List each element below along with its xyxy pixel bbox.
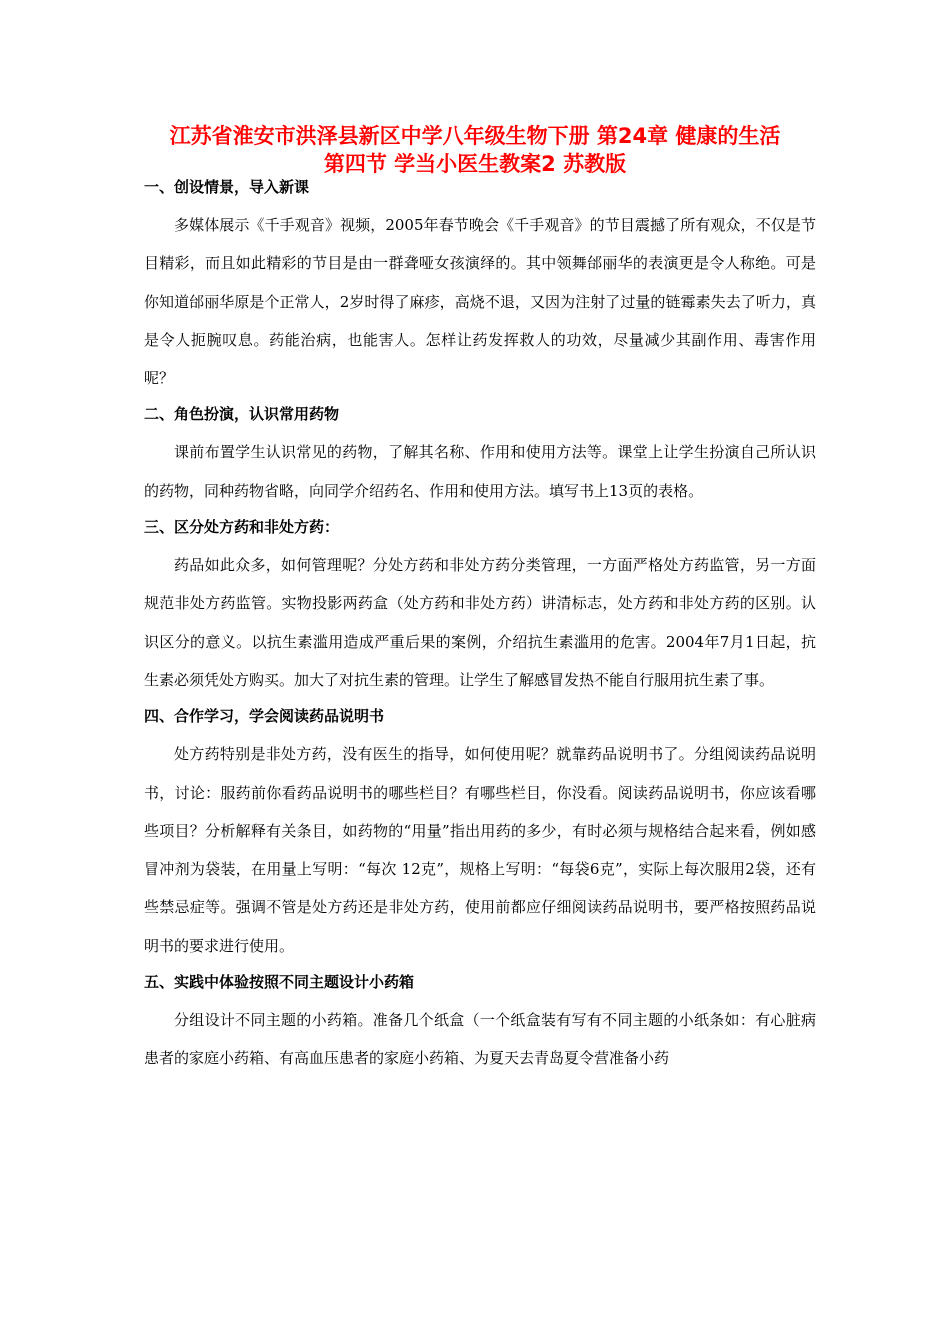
section-1 <box>144 176 816 397</box>
title-line-1: 江苏省淮安市洪泽县新区中学八年级生物下册 第24章 健康的生活 <box>169 124 781 148</box>
section-paragraph: 药品如此众多，如何管理呢？分处方药和非处方药分类管理，一方面严格处方药监管，另一方面规范非处方药监管。实物投影两药盒（处方药和非处方药）讲清标志，处方药和非处方药的区别。认识区分的意义。以抗生素滥用造成严重后果的案例，介绍抗生素滥用的危害。2004年7月1日起，抗生素必须凭处方购买。加大了对抗生素的管理。让学生了解感冒发热不能自行服用抗生素了事。 <box>144 556 816 689</box>
section-paragraph: 分组设计不同主题的小药箱。准备几个纸盒（一个纸盒装有写有不同主题的小纸条如：有心脏病患者的家庭小药箱、有高血压患者的家庭小药箱、为夏天去青岛夏令营准备小药 <box>144 1011 816 1068</box>
section-5 <box>144 971 816 1078</box>
section-heading: 四、合作学习，学会阅读药品说明书 <box>144 707 385 726</box>
section-heading: 五、实践中体验按照不同主题设计小药箱 <box>144 973 415 992</box>
section-3 <box>144 516 816 699</box>
section-heading: 二、角色扮演，认识常用药物 <box>144 405 340 424</box>
section-paragraph: 处方药特别是非处方药，没有医生的指导，如何使用呢？就靠药品说明书了。分组阅读药品说明书，讨论：服药前你看药品说明书的哪些栏目？有哪些栏目，你没看。阅读药品说明书，你应该看哪些项目？分析解释有关条目，如药物的“用量”指出用药的多少，有时必须与规格结合起来看，例如感冒冲剂为袋装，在用量上写明：“每次 12克”，规格上写明：“每袋6克”，实际上每次服用2袋，还有些禁忌症等。强调不管是处方药还是非处方药，使用前都应仔细阅读药品说明书，要严格按照药品说明书的要求进行使用。 <box>144 745 816 955</box>
section-paragraph: 课前布置学生认识常见的药物，了解其名称、作用和使用方法等。课堂上让学生扮演自己所认识的药物，同种药物省略，向同学介绍药名、作用和使用方法。填写书上13页的表格。 <box>144 443 816 500</box>
document-body <box>144 176 816 1084</box>
title-line-2: 第四节 学当小医生教案2 苏教版 <box>323 152 627 176</box>
document-title <box>100 122 850 178</box>
section-paragraph: 多媒体展示《千手观音》视频，2005年春节晚会《千手观音》的节目震撼了所有观众，不仅是节目精彩，而且如此精彩的节目是由一群聋哑女孩演绎的。其中领舞邰丽华的表演更是令人称绝。可是你知道邰丽华原是个正常人，2岁时得了麻疹，高烧不退，又因为注射了过量的链霉素失去了听力，真是令人扼腕叹息。药能治病，也能害人。怎样让药发挥救人的功效，尽量减少其副作用、毒害作用呢？ <box>144 216 816 388</box>
section-4 <box>144 705 816 965</box>
section-heading: 一、创设情景，导入新课 <box>144 178 310 196</box>
section-2 <box>144 403 816 510</box>
section-heading: 三、区分处方药和非处方药： <box>144 518 340 537</box>
